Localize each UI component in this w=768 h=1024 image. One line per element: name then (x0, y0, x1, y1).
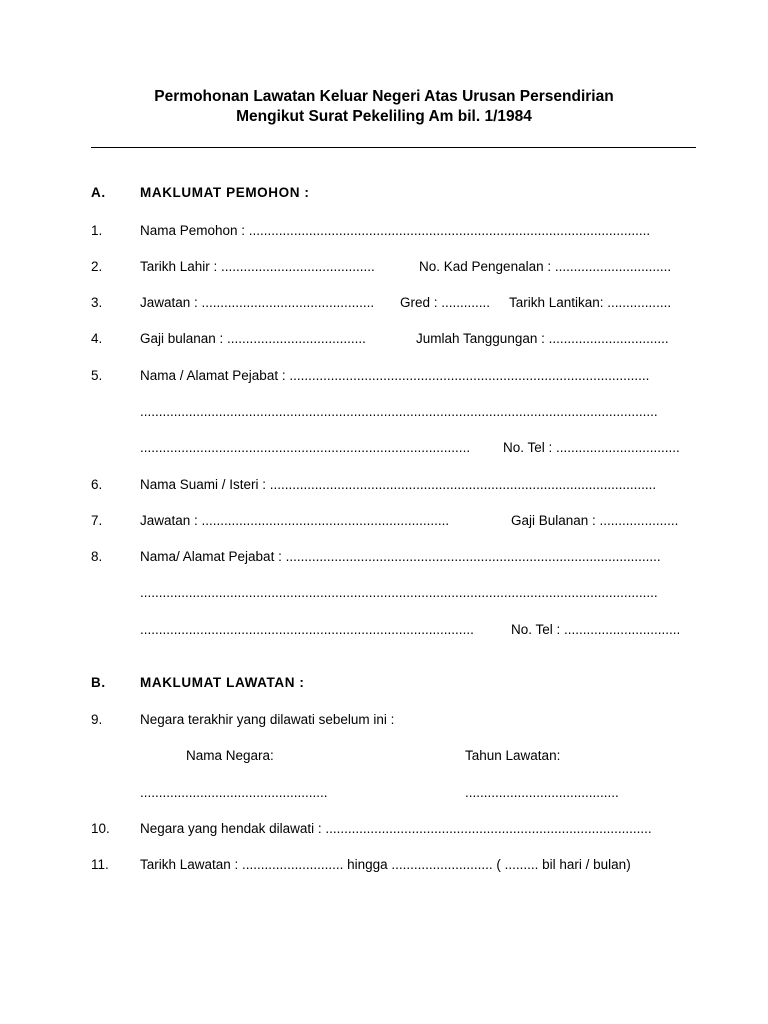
alamat-pejabat-pasangan-line-3[interactable]: ......................................................................................... (140, 622, 474, 637)
no-tel-field[interactable]: No. Tel : ................................. (503, 440, 680, 455)
section-a-letter: A. (91, 185, 106, 200)
item-number-1: 1. (91, 223, 103, 238)
nama-negara-field[interactable]: .................................................. (140, 785, 328, 800)
title-divider (91, 147, 696, 148)
gred-field[interactable]: Gred : ............. (400, 295, 491, 310)
jawatan-pasangan-field[interactable]: Jawatan : .................................................................. (140, 513, 450, 528)
jumlah-tanggungan-field[interactable]: Jumlah Tanggungan : ................................ (416, 331, 669, 346)
item-number-3: 3. (91, 295, 103, 310)
alamat-pejabat-field[interactable]: Nama / Alamat Pejabat : ................................................................................................ (140, 368, 650, 383)
item-number-6: 6. (91, 477, 103, 492)
negara-hendak-dilawati-field[interactable]: Negara yang hendak dilawati : ....................................................................................... (140, 821, 652, 836)
section-a-heading: MAKLUMAT PEMOHON : (140, 185, 310, 200)
title-line-2: Mengikut Surat Pekeliling Am bil. 1/1984 (236, 108, 532, 125)
item-number-7: 7. (91, 513, 103, 528)
nama-suami-isteri-field[interactable]: Nama Suami / Isteri : ....................................................................................................... (140, 477, 657, 492)
alamat-pejabat-pasangan-field[interactable]: Nama/ Alamat Pejabat : .................................................................................................... (140, 549, 661, 564)
kad-pengenalan-field[interactable]: No. Kad Pengenalan : ............................... (419, 259, 672, 274)
title-line-1: Permohonan Lawatan Keluar Negeri Atas Urusan Persendirian (154, 88, 614, 105)
item-number-4: 4. (91, 331, 103, 346)
tahun-lawatan-label: Tahun Lawatan: (465, 748, 561, 763)
gaji-bulanan-pasangan-field[interactable]: Gaji Bulanan : ..................... (511, 513, 679, 528)
negara-terakhir-label: Negara terakhir yang dilawati sebelum ini : (140, 712, 395, 727)
no-tel-pasangan-field[interactable]: No. Tel : ............................... (511, 622, 681, 637)
nama-pemohon-field[interactable]: Nama Pemohon : ........................................................................................................... (140, 223, 651, 238)
alamat-pejabat-line-2[interactable]: .......................................................................................................................................... (140, 404, 658, 419)
section-b-letter: B. (91, 675, 106, 690)
gaji-bulanan-field[interactable]: Gaji bulanan : ..................................... (140, 331, 366, 346)
item-number-2: 2. (91, 259, 103, 274)
item-number-5: 5. (91, 368, 103, 383)
tarikh-lahir-field[interactable]: Tarikh Lahir : ......................................... (140, 259, 375, 274)
tarikh-lawatan-field[interactable]: Tarikh Lawatan : ........................... hingga ........................... ( ......... bil hari / bulan) (140, 857, 631, 872)
item-number-9: 9. (91, 712, 103, 727)
jawatan-field[interactable]: Jawatan : .............................................. (140, 295, 375, 310)
item-number-11: 11. (91, 857, 109, 872)
alamat-pejabat-pasangan-line-2[interactable]: .......................................................................................................................................... (140, 585, 658, 600)
nama-negara-label: Nama Negara: (186, 748, 274, 763)
item-number-10: 10. (91, 821, 110, 836)
alamat-pejabat-line-3[interactable]: ........................................................................................ (140, 440, 471, 455)
tahun-lawatan-field[interactable]: ......................................... (465, 785, 619, 800)
item-number-8: 8. (91, 549, 103, 564)
section-b-heading: MAKLUMAT LAWATAN : (140, 675, 305, 690)
tarikh-lantikan-field[interactable]: Tarikh Lantikan: ................. (509, 295, 672, 310)
